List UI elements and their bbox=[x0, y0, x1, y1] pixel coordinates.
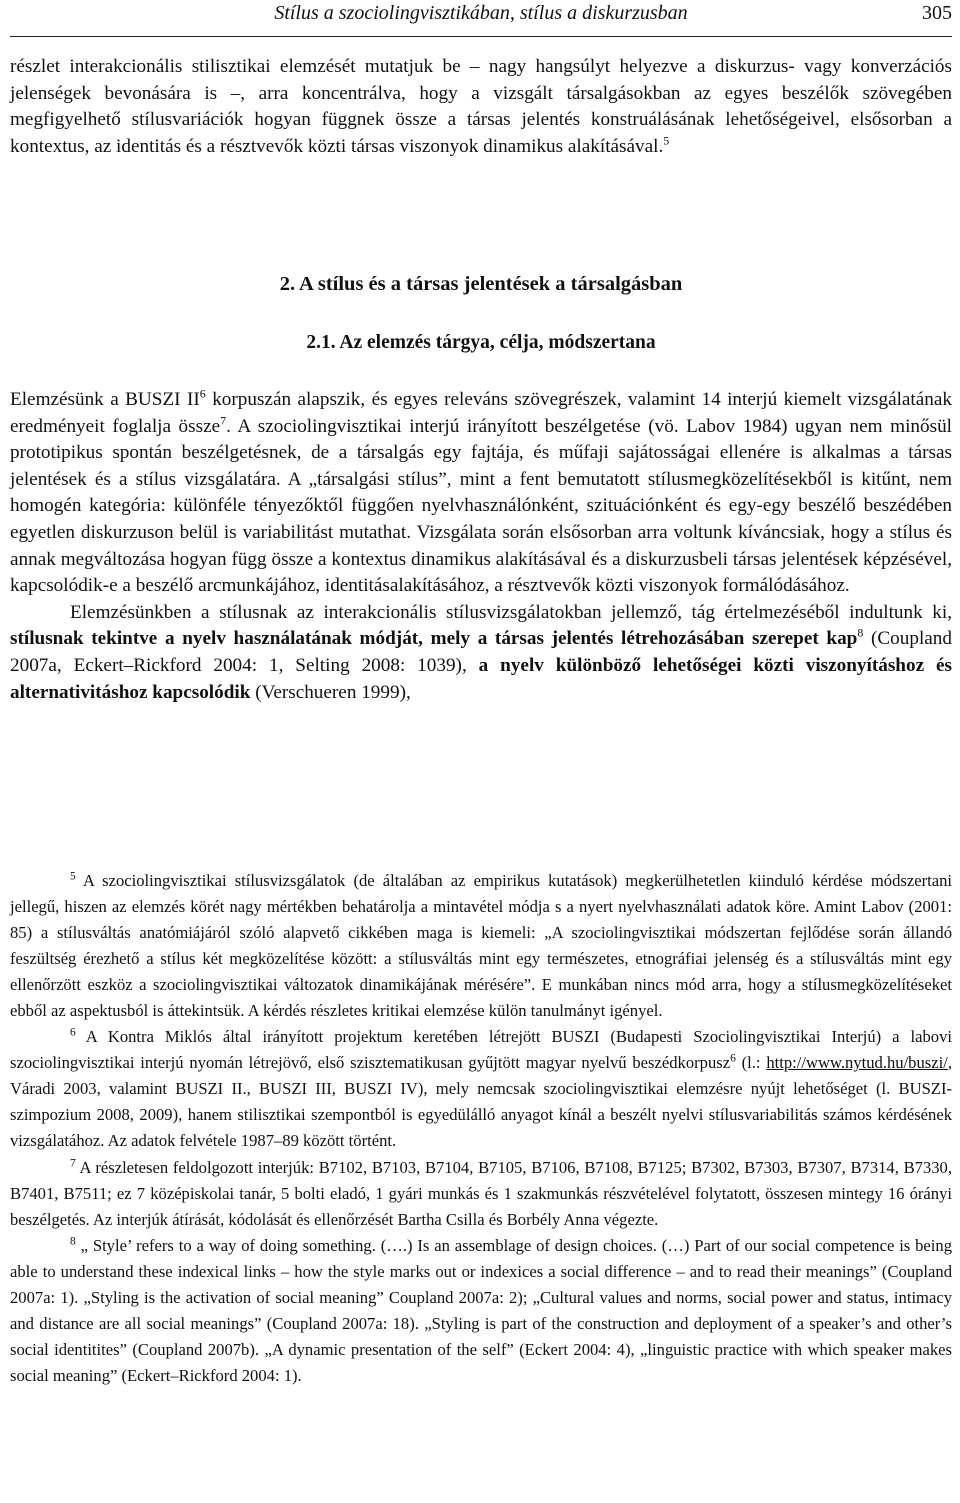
paragraph-1 bbox=[10, 387, 952, 600]
footnote-ref-5[interactable]: 5 bbox=[663, 133, 670, 148]
text-run: (Coupland 2007a, Eckert–Rickford 2004: 1, Selting 2008: 1039), bbox=[10, 628, 952, 676]
footnote-ref-6[interactable]: 6 bbox=[199, 386, 206, 401]
text-run: Elemzésünkben a stílusnak az interakcionális stílusvizsgálatokban jellemző, tág értelmezéséből indultunk ki, bbox=[70, 601, 952, 623]
running-header bbox=[10, 0, 952, 37]
page-number: 305 bbox=[922, 2, 952, 24]
footnote-text: „ Style’ refers to a way of doing something. (….) Is an assemblage of design choices. (…) Part of our social competence is being able to understand these indexical links – how the style marks out or indexices a social difference – and to read their meanings” (Coupland 2007a: 1). „Styling is the activation of social meaning” Coupland 2007a: 2); „Cultural values and norms, social power and status, intimacy and distance are all social meanings” (Coupland 2007a: 18). „Styling is part of the construction and deployment of a speaker’s and other’s social identitites” (Coupland 2007b). „A dynamic presentation of the self” (Eckert 2004: 4), „linguistic practice with which speaker makes social meaning” (Eckert–Rickford 2004: 1). bbox=[10, 1235, 952, 1385]
footnote-ref-8[interactable]: 8 bbox=[857, 625, 864, 640]
footnote-number: 5 bbox=[70, 870, 76, 883]
paragraph-2 bbox=[10, 600, 952, 706]
footnote-ref-7[interactable]: 7 bbox=[220, 413, 227, 428]
text-run: . A szociolingvisztikai interjú irányított beszélgetése (vö. Labov 1984) ugyan nem minősül prototipikus spontán beszélgetésnek, de a társalgás egy fajtája, és műfaji sajátosságai ellenére is alkalmas a társas jelentések és a stílus vizsgálatára. A „társalgási stílus”, mint a fent bemutatott stílusmegközelítésekből is kitűnt, nem homogén kategória: különféle tényezőktől függően nyelvhasználónként, szituációnként és egy-egy beszélő beszédében egyetlen diskurzuson belül is variabilitást mutathat. Vizsgálata során elsősorban arra voltunk kíváncsiak, hogy a stílus és annak megváltozása hogyan függ össze a kontextus dinamikus alakításával és a diskurzusbeli társas jelentések képzésével, kapcsolódik-e a beszélő arcmunkájához, identitásalakításához, a résztvevők közti viszonyok formálódásához. bbox=[10, 415, 952, 597]
footnote-number: 8 bbox=[70, 1235, 76, 1248]
bold-definition: stílusnak tekintve a nyelv használatának módját, mely a társas jelentés létrehozásában szerepet kap bbox=[10, 628, 858, 650]
footnote-7 bbox=[10, 1155, 952, 1233]
footnote-text: (l.: bbox=[735, 1053, 767, 1073]
footnote-text: , Váradi 2003, valamint BUSZI II., BUSZI III, BUSZI IV), mely nemcsak szociolingvisztikai elemzésre nyújt lehetőséget (l. BUSZI-szimpozium 2008, 2009), hanem stilisztikai szempontból is egyedülálló anyagot kínál a beszélt nyelvi stílusvariabilitás számos kérdésének vizsgálatához. Az adatok felvétele 1987–89 között történt. bbox=[10, 1053, 952, 1151]
footnote-text: A Kontra Miklós által irányított projektum keretében létrejött BUSZI (Budapesti Szociolingvisztikai Interjú) a labovi szociolingvisztikai interjú nyomán létrejövő, első szisztematikusan gyűjtött magyar nyelvű beszédkorpusz bbox=[10, 1027, 952, 1073]
subsection-heading: 2.1. Az elemzés tárgya, célja, módszertana bbox=[306, 332, 656, 353]
text-run: (Verschueren 1999), bbox=[250, 681, 411, 703]
footnote-6 bbox=[10, 1024, 952, 1154]
main-text bbox=[10, 387, 952, 706]
text-run: korpuszán alapszik, és egyes releváns szövegrészek, valamint 14 interjú kiemelt vizsgálatának eredményeit foglalja össze bbox=[10, 389, 952, 437]
footnotes bbox=[10, 868, 952, 1389]
footnote-number: 7 bbox=[70, 1156, 76, 1169]
footnote-8 bbox=[10, 1233, 952, 1389]
footnote-text: A részletesen feldolgozott interjúk: B7102, B7103, B7104, B7105, B7106, B7108, B7125; B7302, B7303, B7307, B7314, B7330, B7401, B7511; ez 7 középiskolai tanár, 5 bolti eladó, 1 gyári munkás és 1 szakmunkás részvételével folytatott, összesen mintegy 16 órányi beszélgetés. Az interjúk átírását, kódolását és ellenőrzését Bartha Csilla és Borbély Anna végezte. bbox=[10, 1157, 952, 1229]
footnote-ref: 6 bbox=[730, 1052, 736, 1065]
footnote-5 bbox=[10, 868, 952, 1024]
footnote-number: 6 bbox=[70, 1026, 76, 1039]
intro-paragraph bbox=[10, 54, 952, 160]
buszi-link[interactable]: http://www.nytud.hu/buszi/ bbox=[766, 1053, 948, 1073]
intro-text: részlet interakcionális stilisztikai elemzését mutatjuk be – nagy hangsúlyt helyezve a diskurzus- vagy konverzációs jelenségek bevonására is –, arra koncentrálva, hogy a vizsgált társalgásokban az egyes beszélők szövegében megfigyelhető stílusvariációk hogyan függnek össze a társas jelentés konstruálásának lehetőségeivel, elsősorban a kontextus, az identitás és a résztvevők közti társas viszonyok dinamikus alakításával. bbox=[10, 56, 952, 157]
running-title: Stílus a szociolingvisztikában, stílus a diskurzusban bbox=[274, 2, 688, 24]
section-heading: 2. A stílus és a társas jelentések a társalgásban bbox=[279, 273, 683, 295]
footnote-text: A szociolingvisztikai stílusvizsgálatok (de általában az empirikus kutatások) megkerülhetetlen kiinduló kérdése módszertani jellegű, hiszen az elemzés körét nagy mértékben behatárolja a mintavétel módja s a nyert nyelvhasználati adatok köre. Amint Labov (2001: 85) a stílusváltás anatómiájáról szóló alapvető cikkében maga is kiemeli: „A szociolingvisztikai módszertan fejlődése során állandó feszültség érezhető a stílus két megközelítése között: a stílusváltás mint egy természetes, etnográfiai jelenség és a stílusváltás mint egy ellenőrzött eszköz a szociolingvisztikai változatok dinamikájának mérésére”. E munkában nincs mód arra, hogy a stílusmegközelítéseket ebből az aspektusból is áttekintsük. A kérdés részletes kritikai elemzése külön tanulmányt igényel. bbox=[10, 871, 952, 1021]
bold-definition: a nyelv különböző lehetőségei közti viszonyításhoz és alternativitáshoz kapcsolódik bbox=[10, 654, 952, 703]
text-run: Elemzésünk a BUSZI II bbox=[10, 389, 200, 410]
